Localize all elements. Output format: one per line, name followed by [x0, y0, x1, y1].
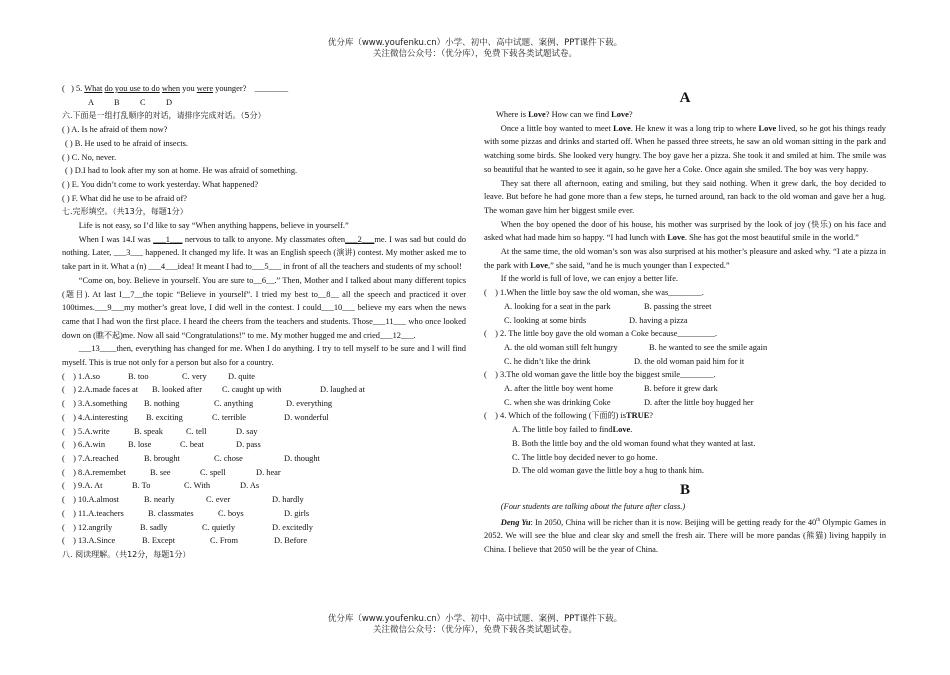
- cloze-option-row: [62, 383, 466, 397]
- cloze-option-c: C. chose: [214, 453, 243, 463]
- passage-a-question: Where is Love? How can we find Love?: [496, 110, 633, 119]
- reading-options-2: A. the old woman still felt hungry B. he wanted to see the smile again: [504, 342, 768, 352]
- section-a-heading: A: [679, 90, 691, 106]
- cloze-option-b: B. brought: [144, 453, 180, 463]
- header-line-1: 优分库（www.youfenku.cn）小学、初中、高中试题、案例、PPT课件下载。: [327, 38, 623, 48]
- cloze-option-c: C. beat: [180, 440, 204, 450]
- cloze-option-b: B. speak: [134, 426, 163, 436]
- passage-a-paragraph-5: If the world is full of love, we can enjoy a better life.: [500, 274, 679, 284]
- cloze-option-a: 5.A.write: [78, 426, 110, 436]
- cloze-option-c: C. ever: [206, 495, 231, 505]
- cloze-option-a: 7.A.reached: [78, 453, 119, 463]
- cloze-option-row: [62, 521, 466, 535]
- passage-b-paragraph-deng-yu: Deng Yu: In 2050, China will be richer than it is now. Beijing will be getting ready for the 40th Olympic Games in 2052. We will see the blue and clear sky and smell the fresh air. There will be more pandas (熊猫) living happily in China. I believe that 2050 will be the year of China.: [484, 517, 887, 554]
- cloze-option-row: [62, 397, 466, 411]
- cloze-option-c: C. quietly: [202, 522, 236, 532]
- reading-options-3b: C. when she was drinking Coke D. after the little boy hugged her: [504, 397, 754, 407]
- cloze-option-row: [62, 534, 466, 548]
- cloze-option-row: [62, 438, 466, 452]
- answer-blank: ( ): [62, 536, 79, 546]
- reading-question-1: ( ) 1.When the little boy saw the old woman, she was________.: [484, 288, 704, 298]
- cloze-option-row: [62, 452, 466, 466]
- dialog-line: ( ) B. He used to be afraid of insects.: [65, 138, 189, 148]
- answer-blank: ( ): [62, 371, 79, 381]
- page-header: [0, 38, 950, 60]
- cloze-option-d: D. As: [240, 481, 260, 491]
- answer-blank: ( ): [62, 495, 79, 505]
- answer-blank: ( ): [62, 508, 79, 518]
- cloze-option-a: 12.angrily: [78, 522, 113, 532]
- answer-blank: ( ): [62, 385, 79, 395]
- cloze-option-d: D. Before: [274, 536, 308, 546]
- cloze-option-c: C. boys: [218, 508, 244, 518]
- reading-options-1b: C. looking at some birds D. having a pizza: [504, 315, 688, 325]
- reading-options-3: A. after the little boy went home B. before it grew dark: [504, 384, 718, 394]
- reading-option-4c: C. The little boy decided never to go home.: [512, 452, 658, 462]
- footer-line-2: 关注微信公众号：（优分库），免费下载各类试题试卷。: [372, 625, 577, 635]
- footer-line-1: 优分库（www.youfenku.cn）小学、初中、高中试题、案例、PPT课件下载。: [327, 614, 623, 624]
- cloze-option-row: [62, 370, 466, 384]
- cloze-option-a: 9.A. At: [78, 481, 103, 491]
- reading-options-2b: C. he didn’t like the drink D. the old woman paid him for it: [504, 356, 745, 366]
- answer-blank: ( ): [62, 453, 79, 463]
- cloze-option-row: [62, 411, 466, 425]
- reading-option-4d: D. The old woman gave the little boy a hug to thank him.: [512, 466, 704, 476]
- cloze-option-b: B. nothing: [144, 399, 180, 409]
- cloze-option-c: C. caught up with: [222, 385, 282, 395]
- cloze-paragraph-2: “Come on, boy. Believe in yourself. You are sure to__6__.” Then, Mother and I talked about many different topics (题目). At last I__7__the topic “Believe in yourself”. I tried my best to__8__ all the speech and practiced it over 100times.___9___my mother’s great love, I did well in the contest. I could___10___ believe my ears when the news came that I had won the first place. I heard the cheers from the teachers and students. Those___11___ who once looked down on (瞧不起)me. Now all said “Congratulations!” to me. My mother hugged me and cried___12___.: [62, 275, 467, 340]
- passage-b-intro: (Four students are talking about the future after class.): [500, 501, 686, 511]
- dialog-line: ( ) F. What did he use to be afraid of?: [62, 193, 187, 203]
- section-b-heading: B: [679, 481, 690, 498]
- answer-blank: ( ): [62, 399, 79, 409]
- cloze-option-a: 1.A.so: [78, 371, 100, 381]
- cloze-option-a: 13.A.Since: [78, 536, 116, 546]
- cloze-option-a: 10.A.almost: [78, 495, 119, 505]
- reading-option-4b: B. Both the little boy and the old woman found what they wanted at last.: [512, 438, 756, 448]
- passage-a-paragraph-1: Once a little boy wanted to meet Love. He knew it was a long trip to where Love lived, so he got his things ready with some pizzas and drinks and started off. When he passed three streets, he saw an old woman sitting in the park and watching some birds. She looked very hungry. The boy gave her a pizza. She took it and smiled at him. The smile was so beautiful that he wanted to see it again, so he gave her a Coke. Once again she smiled. The boy was very happy.: [484, 123, 886, 174]
- cloze-option-a: 3.A.something: [78, 399, 128, 409]
- cloze-paragraph-3: ___13____then, everything has changed for me. When I do anything. I try to tell myself to be sure and I will find myself. This is true not only for a person but also for a country.: [62, 344, 466, 368]
- cloze-option-d: D. say: [236, 426, 258, 436]
- cloze-option-d: D. laughed at: [320, 385, 365, 395]
- cloze-option-row: [62, 479, 466, 493]
- reading-question-2: ( ) 2. The little boy gave the old woman a Coke because_________.: [484, 329, 718, 339]
- cloze-option-a: 11.A.teachers: [78, 508, 124, 518]
- cloze-options-list: [62, 370, 466, 548]
- passage-title-line: Life is not easy, so I’d like to say “When anything happens, believe in yourself.”: [78, 221, 349, 231]
- cloze-option-d: D. thought: [284, 453, 320, 463]
- reading-option-4a: A. The little boy failed to findLove.: [512, 425, 633, 435]
- cloze-option-c: C. anything: [214, 399, 254, 409]
- cloze-option-c: C. tell: [186, 426, 207, 436]
- cloze-option-row: [62, 507, 466, 521]
- cloze-option-row: [62, 425, 466, 439]
- cloze-option-row: [62, 493, 466, 507]
- cloze-option-c: C. spell: [200, 467, 226, 477]
- cloze-option-d: D. everything: [286, 399, 333, 409]
- answer-blank: ( ): [62, 440, 79, 450]
- right-column: [484, 88, 886, 557]
- section-8-title: 八. 阅读理解。（共12分，每题1分）: [62, 549, 191, 559]
- dialog-line: ( ) C. No, never.: [62, 152, 117, 162]
- cloze-option-b: B. nearly: [144, 495, 175, 505]
- cloze-option-d: D. wonderful: [284, 412, 329, 422]
- cloze-option-d: D. hear: [256, 467, 281, 477]
- reading-question-3: ( ) 3.The old woman gave the little boy the biggest smile________.: [484, 370, 716, 380]
- answer-blank: ( ): [62, 481, 79, 491]
- question-5-options: A B C D: [88, 97, 173, 107]
- page-footer: [0, 614, 950, 636]
- cloze-option-b: B. exciting: [146, 412, 183, 422]
- reading-options-1: A. looking for a seat in the park B. passing the street: [504, 301, 712, 311]
- cloze-option-c: C. From: [210, 536, 238, 546]
- cloze-option-c: C. With: [184, 481, 211, 491]
- cloze-option-d: D. quite: [228, 371, 256, 381]
- cloze-option-d: D. pass: [236, 440, 261, 450]
- cloze-option-d: D. girls: [284, 508, 310, 518]
- left-column: [62, 82, 466, 562]
- cloze-option-b: B. too: [128, 371, 149, 381]
- passage-a-paragraph-2: They sat there all afternoon, eating and smiling, but they said nothing. When it grew dark, the boy decided to leave. But before he had gone more than a few steps, he turned around, ran back to the old woman and gave her a hug. The woman gave him her biggest smile ever.: [484, 178, 886, 215]
- cloze-option-c: C. terrible: [212, 412, 247, 422]
- header-line-2: 关注微信公众号：（优分库），免费下载各类试题试卷。: [372, 49, 577, 59]
- cloze-option-b: B. looked after: [152, 385, 203, 395]
- cloze-option-a: 8.A.remembet: [78, 467, 126, 477]
- cloze-option-b: B. sadly: [140, 522, 168, 532]
- cloze-option-d: D. hardly: [272, 495, 304, 505]
- passage-a-paragraph-4: At the same time, the old woman’s son was also surprised at his mother’s pleasure and asked why. “I ate a pizza in the park with Love,” she said, “and he is much younger than I expected.”: [484, 247, 886, 270]
- answer-blank: ( ): [62, 522, 79, 532]
- section-7-title: 七.完形填空。（共13分，每题1分）: [62, 207, 188, 217]
- cloze-option-a: 2.A.made faces at: [78, 385, 139, 395]
- cloze-option-b: B. lose: [128, 440, 152, 450]
- cloze-option-b: B. Except: [142, 536, 176, 546]
- cloze-option-b: B. classmates: [148, 508, 194, 518]
- answer-blank: ( ): [62, 467, 79, 477]
- reading-question-4: ( ) 4. Which of the following (下面的) isTRUE?: [484, 411, 654, 421]
- dialog-line: ( ) A. Is he afraid of them now?: [62, 125, 168, 135]
- cloze-paragraph-1: When I was 14.I was ___1___ nervous to talk to anyone. My classmates often___2___me. I was sad but could do nothing. Later, ___3___ happened. It changed my life. It was an English speech (演讲) contest. My mother asked me to take part in it. What a (n) ___4___idea! It meant I had to___5___ in front of all the teachers and students of my school!: [62, 234, 467, 272]
- cloze-option-b: B. To: [132, 481, 151, 491]
- dialog-line: ( ) D.I had to look after my son at home. He was afraid of something.: [65, 166, 298, 176]
- cloze-option-a: 6.A.win: [78, 440, 106, 450]
- answer-blank: ( ): [62, 426, 79, 436]
- answer-blank: ( ): [62, 412, 79, 422]
- cloze-option-a: 4.A.interesting: [78, 412, 128, 422]
- passage-a-paragraph-3: When the boy opened the door of his house, his mother was surprised by the look of joy (快乐) on his face and asked what had made him so happy. “I had lunch with Love. She has got the most beautiful smile in the world.”: [484, 219, 886, 243]
- dialog-line: ( ) E. You didn’t come to work yesterday. What happened?: [62, 179, 259, 189]
- section-6-title: 六.下面是一组打乱顺序的对话，请排序完成对话。（5分）: [62, 111, 266, 121]
- question-5: ( ) 5. What do you use to do when you were younger? ________: [62, 84, 289, 93]
- cloze-option-b: B. see: [150, 467, 171, 477]
- cloze-option-row: [62, 466, 466, 480]
- cloze-option-c: C. very: [182, 371, 207, 381]
- cloze-option-d: D. excitedly: [272, 522, 313, 532]
